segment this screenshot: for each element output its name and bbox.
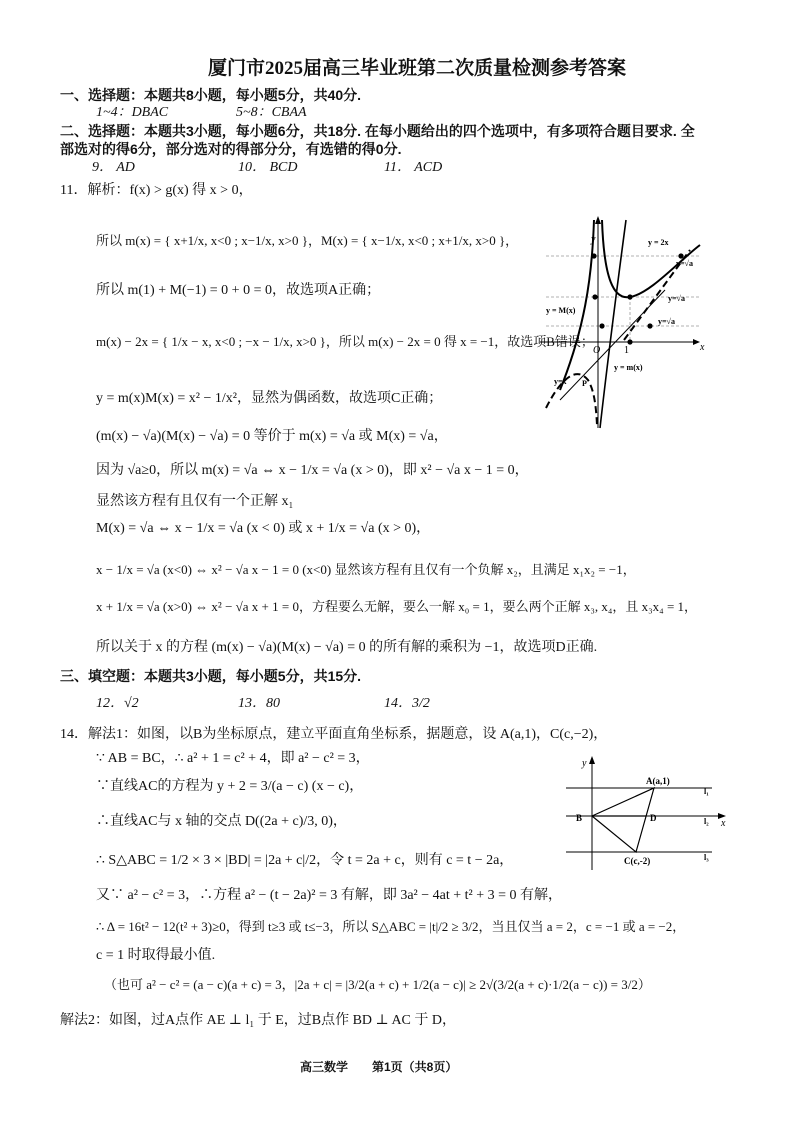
q14-line-2: ∵ AB = BC，∴ a² + 1 = c² + 4，即 a² − c² = 3， [96, 751, 370, 766]
fig1-p-label: P [582, 379, 587, 388]
fig2-point-b: B [576, 813, 583, 823]
fig2-y-label: y [582, 758, 587, 769]
answer-9: 9． AD [92, 160, 135, 175]
q14-line-10: 解法2：如图，过A点作 AE ⊥ l₁ 于 E，过B点作 BD ⊥ AC 于 D， [60, 1013, 456, 1028]
q14-line-1: 14．解法1：如图，以B为坐标原点，建立平面直角坐标系，据题意，设 A(a,1)，C(c,−2)， [60, 727, 608, 742]
fig1-y-label: y [591, 234, 596, 245]
q14-line-4: ∴直线AC与 x 轴的交点 D((2a + c)/3, 0)， [96, 814, 347, 829]
q14-line-9: （也可 a² − c² = (a − c)(a + c) = 3，|2a + c| = |3/2(a + c) + 1/2(a − c)| ≥ 2√(3/2(a + c)·1/2(a − c)) = 3/2） [104, 977, 651, 992]
answers-1-4: 1~4：DBAC [96, 105, 169, 120]
fig2-point-d: D [650, 813, 657, 823]
answer-13: 13．80 [238, 696, 280, 711]
page-footer: 高三数学 第1页（共8页） [300, 1060, 458, 1074]
answer-10: 10． BCD [238, 160, 298, 175]
fig2-line-l1: l₁ [704, 787, 709, 796]
fig2-point-a: A(a,1) [646, 776, 670, 786]
q11-line-1: 11．解析：f(x) > g(x) 得 x > 0， [60, 183, 253, 198]
section-2-heading-line-2: 部选对的得6分，部分选对的得部分分，有选错的得0分. [60, 141, 402, 157]
answer-12: 12．√2 [96, 696, 139, 711]
fig1-y2x-label: y = 2x [648, 238, 669, 247]
section-3-heading: 三、填空题：本题共3小题，每小题5分，共15分. [60, 668, 362, 684]
q11-line-10: x − 1/x = √a (x<0) ⇔ x² − √a x − 1 = 0 (x<0) 显然该方程有且仅有一个负解 x₂，且满足 x₁x₂ = −1， [96, 562, 636, 577]
fig1-origin-label: O [593, 345, 601, 356]
fig1-ysa-label-1: y=√a [676, 259, 693, 268]
q11-line-11: x + 1/x = √a (x>0) ⇔ x² − √a x + 1 = 0，方程要么无解，要么一解 x₀ = 1，要么两个正解 x₃, x₄，且 x₃x₄ = 1， [96, 599, 698, 614]
fig2-point-c: C(c,-2) [624, 856, 651, 866]
q14-line-3: ∵直线AC的方程为 y + 2 = 3/(a − c) (x − c)， [96, 779, 364, 794]
fig1-yx-label: y=x [554, 377, 567, 386]
fig1-one-label: 1 [624, 345, 629, 356]
fig1-yMx-label: y = M(x) [546, 306, 576, 315]
q11-line-6: (m(x) − √a)(M(x) − √a) = 0 等价于 m(x) = √a 或 M(x) = √a， [96, 429, 448, 444]
q11-line-3: 所以 m(1) + M(−1) = 0 + 0 = 0，故选项A正确； [96, 283, 381, 298]
q11-line-7: 因为 √a≥0，所以 m(x) = √a ⇔ x − 1/x = √a (x > 0)，即 x² − √a x − 1 = 0， [96, 463, 529, 478]
page-title: 厦门市2025届高三毕业班第二次质量检测参考答案 [208, 58, 627, 79]
fig1-ysa-label-3: y=√a [658, 317, 675, 326]
fig2-line-l2: l₂ [704, 817, 709, 826]
fig1-ysa-label-2: y=√a [668, 294, 685, 303]
q11-line-4: m(x) − 2x = { 1/x − x, x<0 ; −x − 1/x, x>0 }，所以 m(x) − 2x = 0 得 x = −1，故选项B错误； [96, 334, 594, 349]
q11-line-12: 所以关于 x 的方程 (m(x) − √a)(M(x) − √a) = 0 的所有解的乘积为 −1，故选项D正确. [96, 640, 598, 655]
fig1-x-label: x [700, 342, 705, 353]
q14-triangle-figure [562, 752, 732, 870]
q14-line-8: c = 1 时取得最小值. [96, 948, 216, 963]
fig2-line-l3: l₃ [704, 853, 709, 862]
q11-line-9: M(x) = √a ⇔ x − 1/x = √a (x < 0) 或 x + 1/x = √a (x > 0)， [96, 521, 431, 536]
q11-line-8: 显然该方程有且仅有一个正解 x₁ [96, 494, 294, 509]
fig2-x-label: x [721, 818, 726, 829]
section-1-heading: 一、选择题：本题共8小题，每小题5分，共40分. [60, 87, 362, 103]
q14-line-5: ∴ S△ABC = 1/2 × 3 × |BD| = |2a + c|/2，令 t = 2a + c，则有 c = t − 2a， [96, 853, 514, 868]
q11-line-5: y = m(x)M(x) = x² − 1/x²，显然为偶函数，故选项C正确； [96, 391, 443, 406]
q11-line-2: 所以 m(x) = { x+1/x, x<0 ; x−1/x, x>0 }，M(x) = { x−1/x, x<0 ; x+1/x, x>0 }， [96, 233, 519, 248]
q11-function-graph [540, 200, 706, 430]
answers-5-8: 5~8：CBAA [236, 105, 307, 120]
answer-11: 11． ACD [384, 160, 443, 175]
answer-14: 14．3/2 [384, 696, 430, 711]
q14-line-6: 又∵ a² − c² = 3，∴方程 a² − (t − 2a)² = 3 有解，即 3a² − 4at + t² + 3 = 0 有解， [96, 888, 563, 903]
section-2-heading-line-1: 二、选择题：本题共3小题，每小题6分，共18分. 在每小题给出的四个选项中，有多项符合题目要求. 全 [60, 123, 695, 139]
fig1-ymx-label: y = m(x) [614, 363, 643, 372]
q14-line-7: ∴ Δ = 16t² − 12(t² + 3)≥0，得到 t≥3 或 t≤−3，所以 S△ABC = |t|/2 ≥ 3/2，当且仅当 a = 2，c = −1 或 a = −2， [96, 919, 686, 934]
